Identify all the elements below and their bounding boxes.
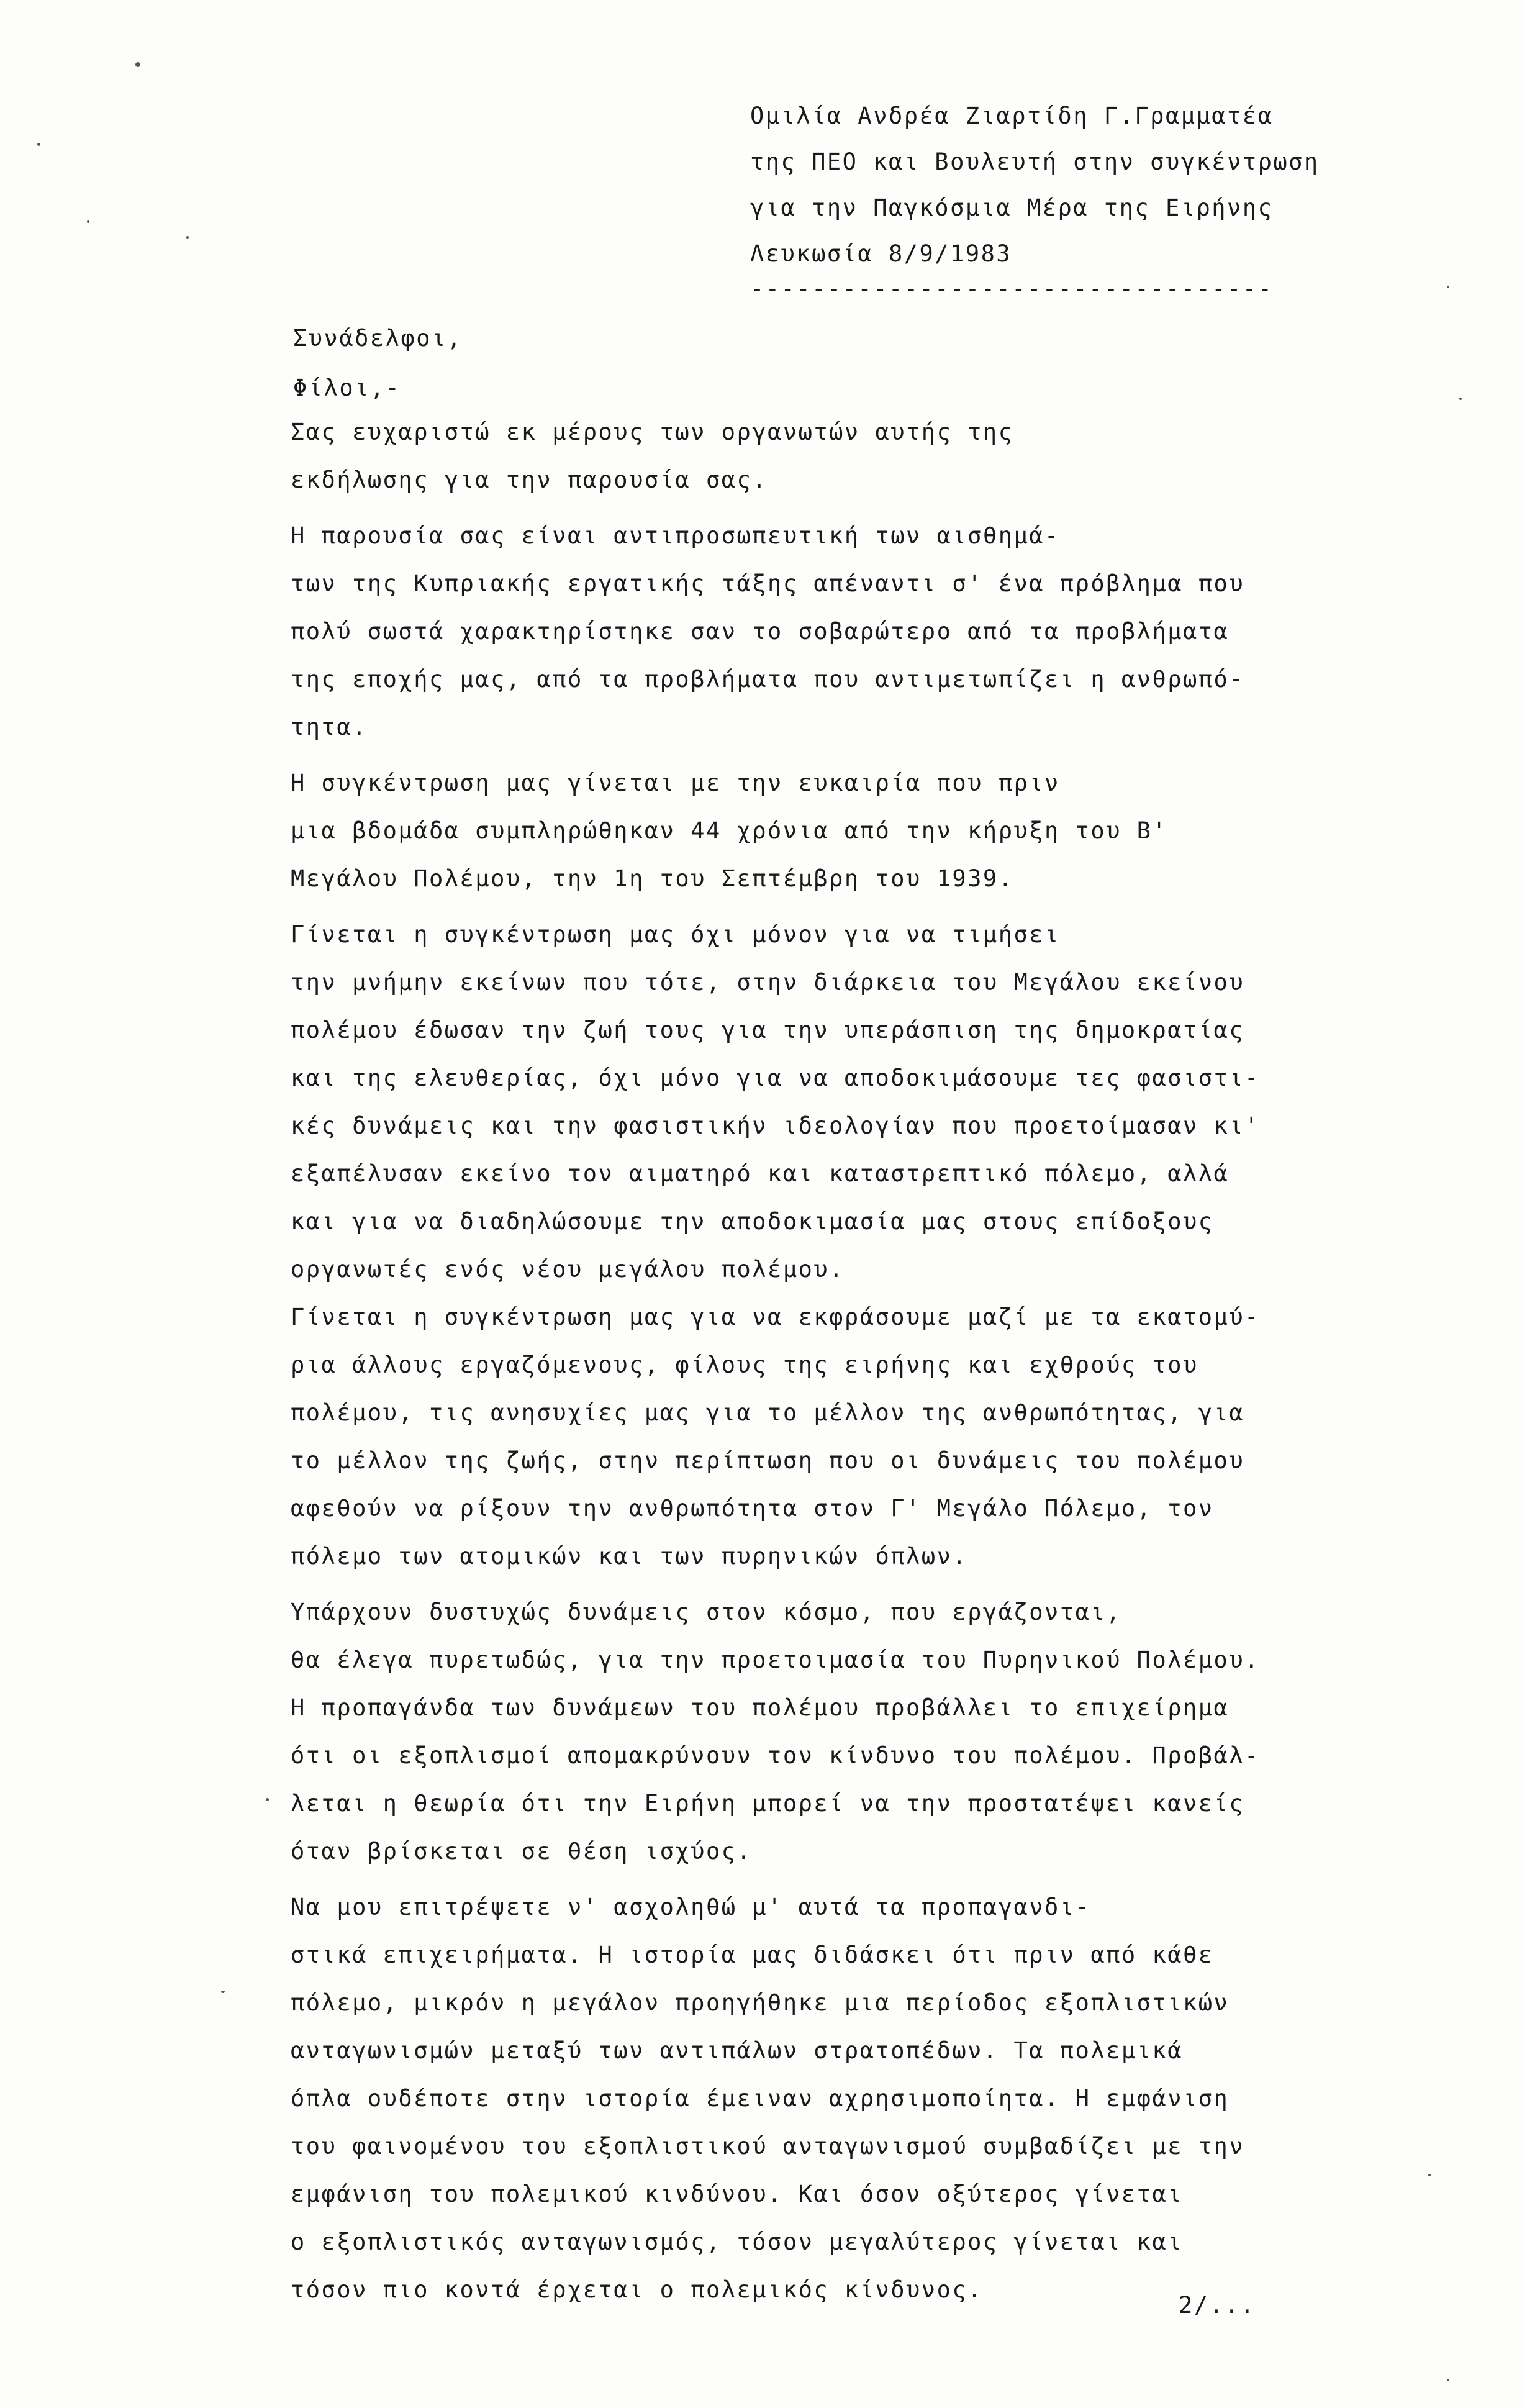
text-line: λεται η θεωρία ότι την Ειρήνη μπορεί να την προστατέψει κανείς [291, 1790, 1245, 1817]
text-line: το μέλλον της ζωής, στην περίπτωση που οι δυνάμεις του πολέμου [291, 1447, 1245, 1474]
text-line: πόλεμο των ατομικών και των πυρηνικών όπλων. [291, 1543, 968, 1570]
text-line: της εποχής μας, από τα προβλήματα που αντιμετωπίζει η ανθρωπό- [291, 666, 1245, 693]
scan-speck [1447, 2379, 1449, 2381]
text-line: του φαινομένου του εξοπλιστικού ανταγωνισμού συμβαδίζει με την [291, 2133, 1245, 2160]
text-line: εμφάνιση του πολεμικού κινδύνου. Και όσον οξύτερος γίνεται [291, 2181, 1184, 2207]
text-line: όταν βρίσκεται σε θέση ισχύος. [291, 1838, 753, 1865]
scan-speck [221, 1991, 225, 1993]
scan-speck [37, 143, 40, 146]
text-line: Η συγκέντρωση μας γίνεται με την ευκαιρία που πριν [291, 770, 1060, 796]
text-line: και της ελευθερίας, όχι μόνο για να αποδοκιμάσουμε τες φασιστι- [291, 1065, 1260, 1091]
speech-body [291, 408, 1495, 2314]
text-line: μια βδομάδα συμπληρώθηκαν 44 χρόνια από την κήρυξη του Β' [291, 817, 1168, 844]
speech-header [750, 93, 1483, 302]
text-line: Να μου επιτρέψετε ν' ασχοληθώ μ' αυτά τα προπαγανδι- [291, 1894, 1091, 1920]
text-line: πόλεμο, μικρόν η μεγάλον προηγήθηκε μια περίοδος εξοπλιστικών [291, 1989, 1230, 2016]
text-line: τόσον πιο κοντά έρχεται ο πολεμικός κίνδυνος. [291, 2276, 983, 2303]
text-line: Γίνεται η συγκέντρωση μας όχι μόνον για να τιμήσει [291, 921, 1060, 948]
scan-speck [266, 1798, 269, 1801]
text-line: τητα. [291, 714, 368, 740]
text-line: ο εξοπλιστικός ανταγωνισμός, τόσον μεγαλύτερος γίνεται και [291, 2229, 1184, 2255]
scan-speck [186, 236, 189, 239]
salutation-line: Φίλοι,- [293, 375, 401, 401]
text-line: οργανωτές ενός νέου μεγάλου πολέμου. [291, 1256, 845, 1283]
salutation-line: Συνάδελφοι, [293, 325, 463, 352]
paragraph [291, 408, 1495, 504]
text-line: στικά επιχειρήματα. Η ιστορία μας διδάσκει ότι πριν από κάθε [291, 1942, 1214, 1968]
text-line: Σας ευχαριστώ εκ μέρους των οργανωτών αυτής της [291, 419, 1014, 445]
text-line: ανταγωνισμών μεταξύ των αντιπάλων στρατοπέδων. Τα πολεμικά [291, 2037, 1184, 2064]
text-line: πολέμου έδωσαν την ζωή τους για την υπεράσπιση της δημοκρατίας [291, 1017, 1245, 1043]
text-line: ότι οι εξοπλισμοί απομακρύνουν τον κίνδυνο του πολέμου. Προβάλ- [291, 1742, 1260, 1769]
text-line: Η προπαγάνδα των δυνάμεων του πολέμου προβάλλει το επιχείρημα [291, 1694, 1230, 1721]
text-line: εκδήλωσης για την παρουσία σας. [291, 466, 768, 493]
paragraph [291, 512, 1495, 751]
text-line: αφεθούν να ρίξουν την ανθρωπότητα στον Γ' Μεγάλο Πόλεμο, τον [291, 1495, 1214, 1522]
text-line: Μεγάλου Πολέμου, την 1η του Σεπτέμβρη του 1939. [291, 865, 1014, 892]
text-line: Γίνεται η συγκέντρωση μας για να εκφράσουμε μαζί με τα εκατομύ- [291, 1304, 1260, 1330]
scan-speck [1459, 398, 1462, 400]
scan-speck [1428, 2174, 1431, 2176]
header-line: Ομιλία Ανδρέα Ζιαρτίδη Γ.Γραμματέα [750, 102, 1274, 129]
paragraph [291, 759, 1495, 902]
text-line: όπλα ουδέποτε στην ιστορία έμειναν αχρησιμοποίητα. Η εμφάνιση [291, 2085, 1230, 2112]
scan-speck [1447, 286, 1449, 288]
header-line: για την Παγκόσμια Μέρα της Ειρήνης [750, 194, 1274, 221]
text-line: Η παρουσία σας είναι αντιπροσωπευτική των αισθημά- [291, 522, 1060, 549]
text-line: θα έλεγα πυρετωδώς, για την προετοιμασία του Πυρηνικού Πολέμου. [291, 1647, 1260, 1673]
paragraph-gap [291, 504, 1495, 512]
paragraph-gap [291, 1580, 1495, 1588]
text-line: πολέμου, τις ανησυχίες μας για το μέλλον της ανθρωπότητας, για [291, 1399, 1245, 1426]
text-line: και για να διαδηλώσουμε την αποδοκιμασία μας στους επίδοξους [291, 1208, 1214, 1235]
header-line: της ΠΕΟ και Βουλευτή στην συγκέντρωση [750, 148, 1320, 175]
text-line: Υπάρχουν δυστυχώς δυνάμεις στον κόσμο, που εργάζονται, [291, 1599, 1121, 1625]
page-continuation-marker: 2/... [1179, 2292, 1256, 2319]
text-line: εξαπέλυσαν εκείνο τον αιματηρό και καταστρεπτικό πόλεμο, αλλά [291, 1160, 1230, 1187]
scan-speck [135, 62, 140, 67]
paragraph [291, 1588, 1495, 1875]
text-line: την μνήμην εκείνων που τότε, στην διάρκεια του Μεγάλου εκείνου [291, 969, 1245, 996]
paragraph-gap [291, 902, 1495, 911]
text-line: ρια άλλους εργαζόμενους, φίλους της ειρήνης και εχθρούς του [291, 1352, 1198, 1378]
paragraph [291, 1883, 1495, 2314]
scan-speck [87, 220, 89, 223]
text-line: πολύ σωστά χαρακτηρίστηκε σαν το σοβαρώτερο από τα προβλήματα [291, 618, 1230, 645]
salutation [293, 314, 463, 413]
text-line: κές δυνάμεις και την φασιστικήν ιδεολογίαν που προετοίμασαν κι' [291, 1112, 1260, 1139]
header-underline: ---------------------------------- [750, 277, 1274, 302]
text-line: των της Κυπριακής εργατικής τάξης απέναντι σ' ένα πρόβλημα που [291, 570, 1245, 597]
paragraph-gap [291, 751, 1495, 759]
header-line: Λευκωσία 8/9/1983 [750, 240, 1012, 267]
paragraph [291, 911, 1495, 1580]
paragraph-gap [291, 1875, 1495, 1883]
